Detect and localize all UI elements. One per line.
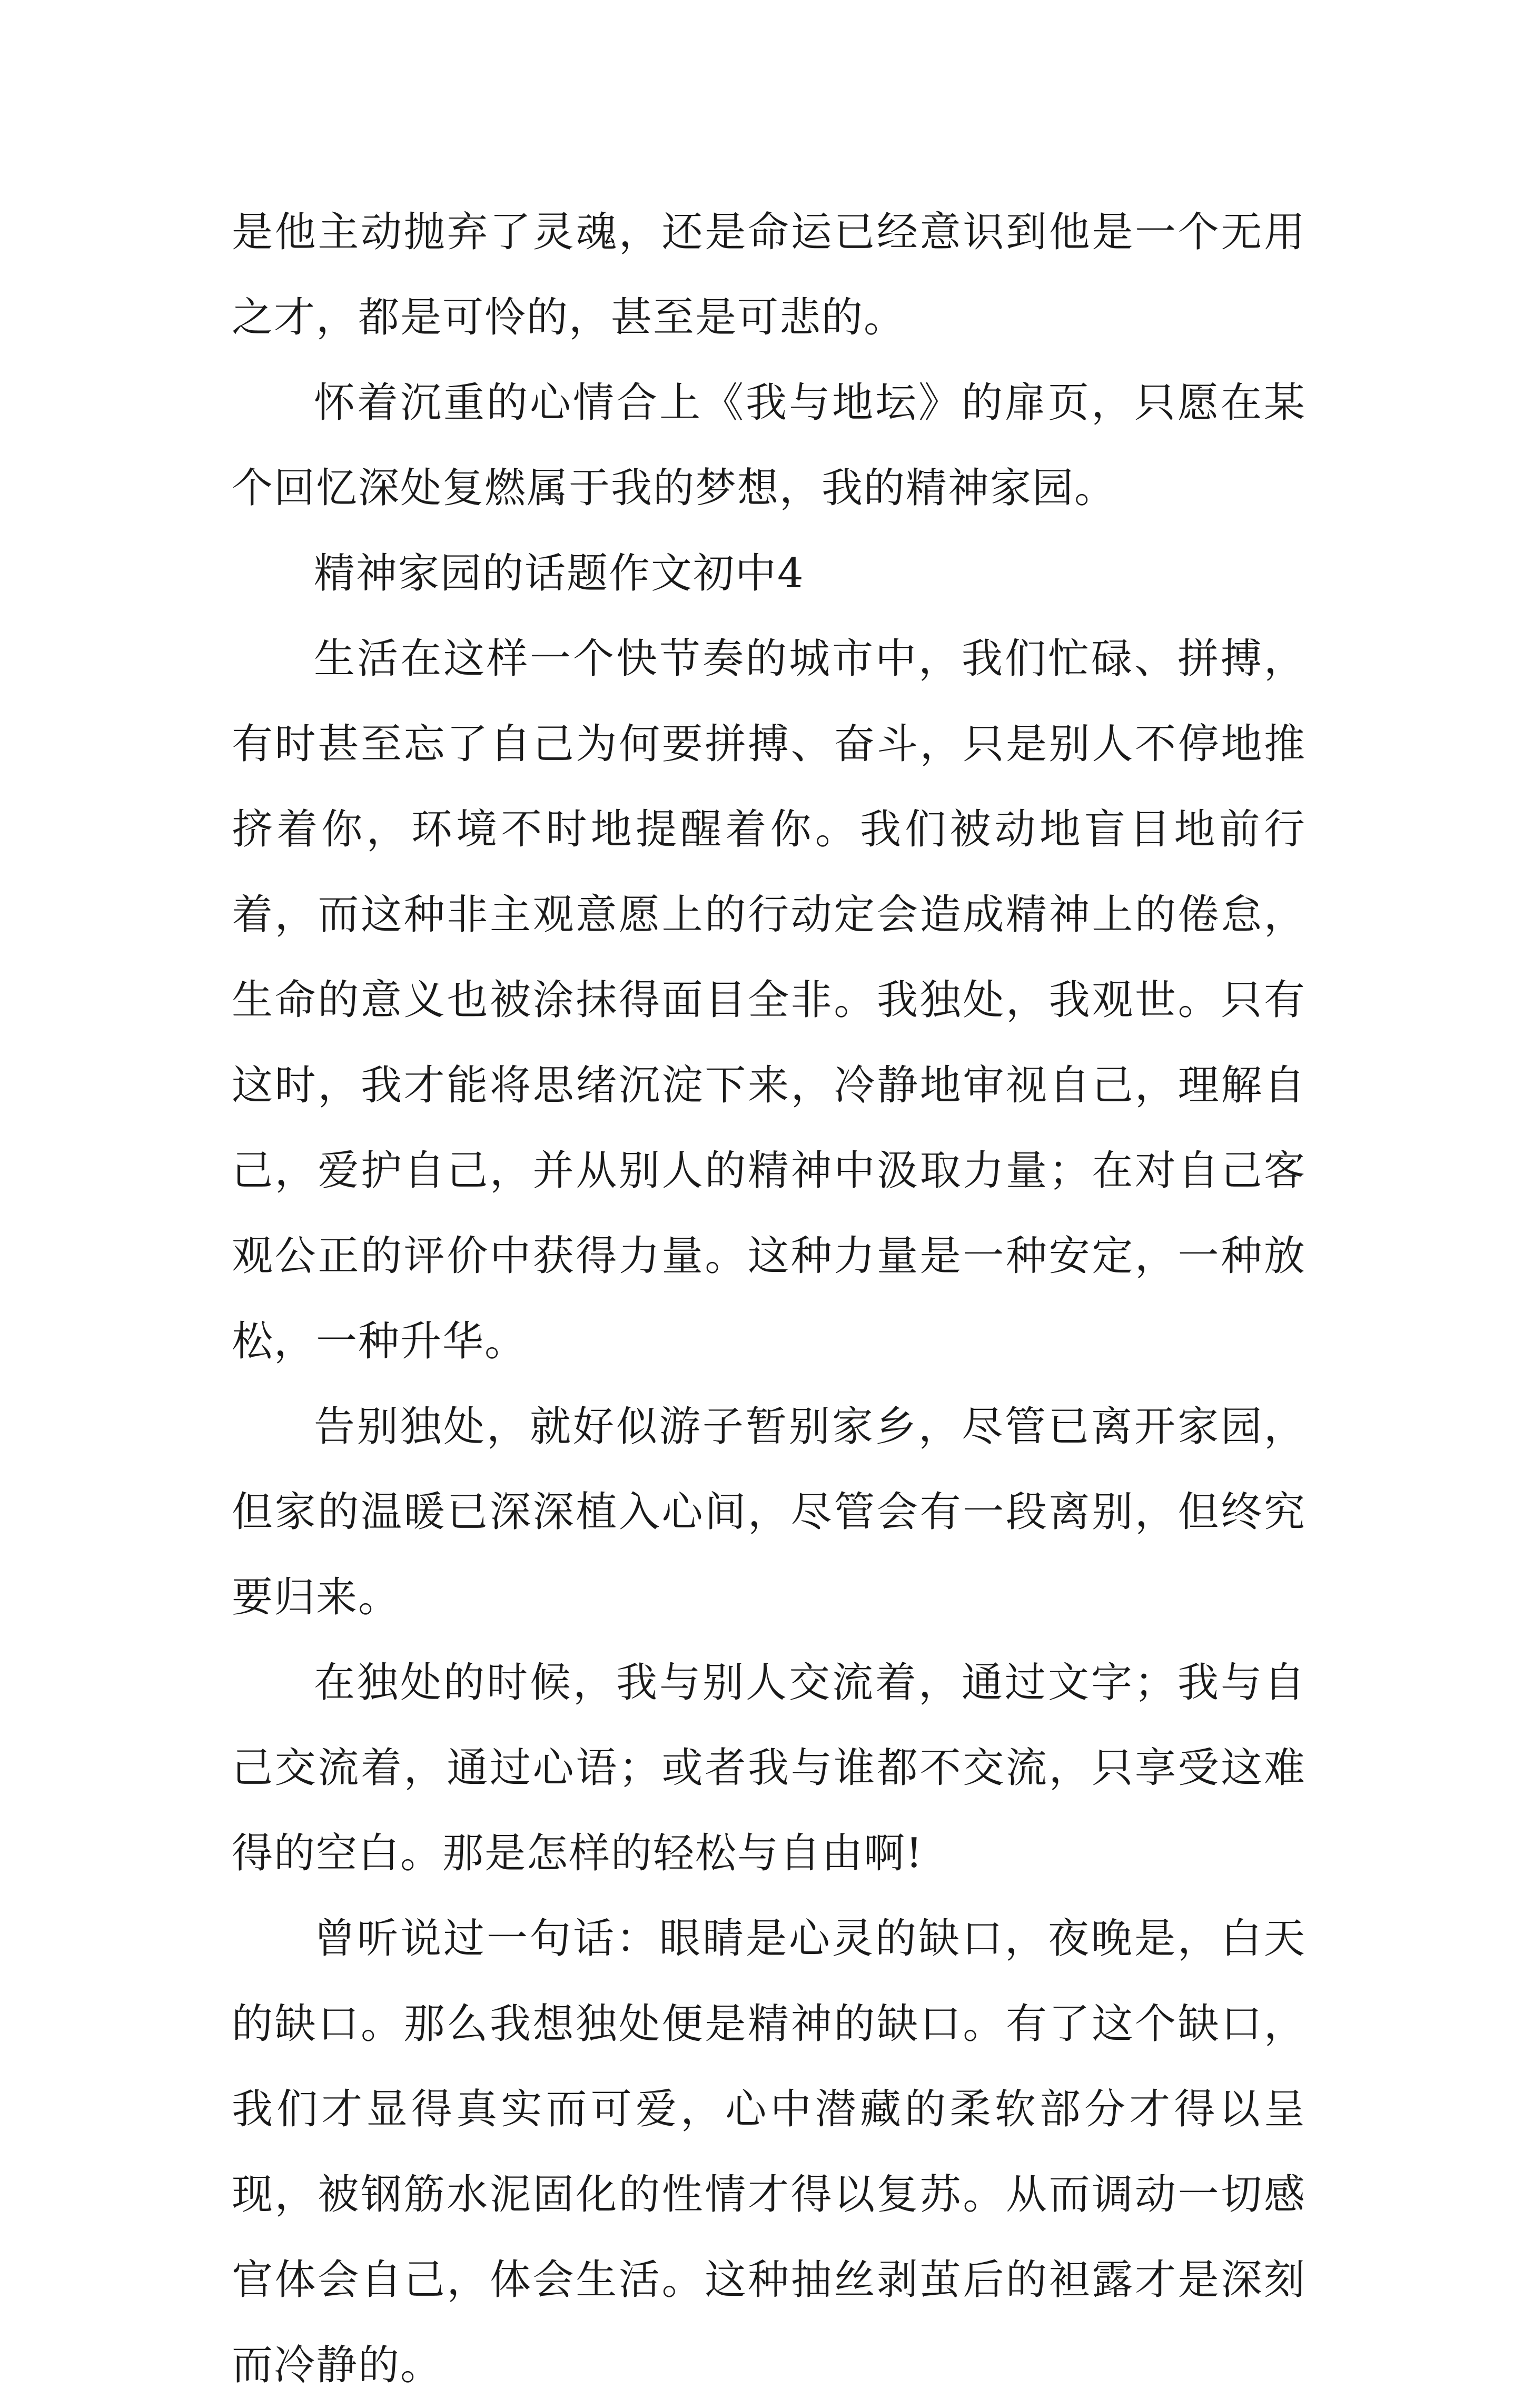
paragraph-2: 怀着沉重的心情合上《我与地坛》的扉页，只愿在某个回忆深处复燃属于我的梦想，我的精神家园。 (232, 379, 1306, 512)
paragraph-1: 是他主动抛弃了灵魂，还是命运已经意识到他是一个无用之才，都是可怜的，甚至是可悲的。 (232, 209, 1306, 341)
paragraph-3: 生活在这样一个快节奏的城市中，我们忙碌、拼搏，有时甚至忘了自己为何要拼搏、奋斗，只是别人不停地推挤着你，环境不时地提醒着你。我们被动地盲目地前行着，而这种非主观意愿上的行动定会造成精神上的倦怠，生命的意义也被涂抹得面目全非。我独处，我观世。只有这时，我才能将思绪沉淀下来，冷静地审视自己，理解自己，爱护自己，并从别人的精神中汲取力量；在对自己客观公正的评价中获得力量。这种力量是一种安定，一种放松，一种升华。 (232, 635, 1306, 1365)
body-text (232, 190, 1306, 2408)
paragraph-5: 在独处的时候，我与别人交流着，通过文字；我与自己交流着，通过心语；或者我与谁都不交流，只享受这难得的空白。那是怎样的轻松与自由啊! (232, 1659, 1306, 1877)
section-heading: 精神家园的话题作文初中4 (314, 550, 805, 597)
paragraph-4: 告别独处，就好似游子暂别家乡，尽管已离开家园，但家的温暖已深深植入心间，尽管会有一段离别，但终究要归来。 (232, 1403, 1306, 1621)
paragraph-6: 曾听说过一句话：眼睛是心灵的缺口，夜晚是，白天的缺口。那么我想独处便是精神的缺口。有了这个缺口，我们才显得真实而可爱，心中潜藏的柔软部分才得以呈现，被钢筋水泥固化的性情才得以复苏。从而调动一切感官体会自己，体会生活。这种抽丝剥茧后的袒露才是深刻而冷静的。 (232, 1915, 1306, 2389)
